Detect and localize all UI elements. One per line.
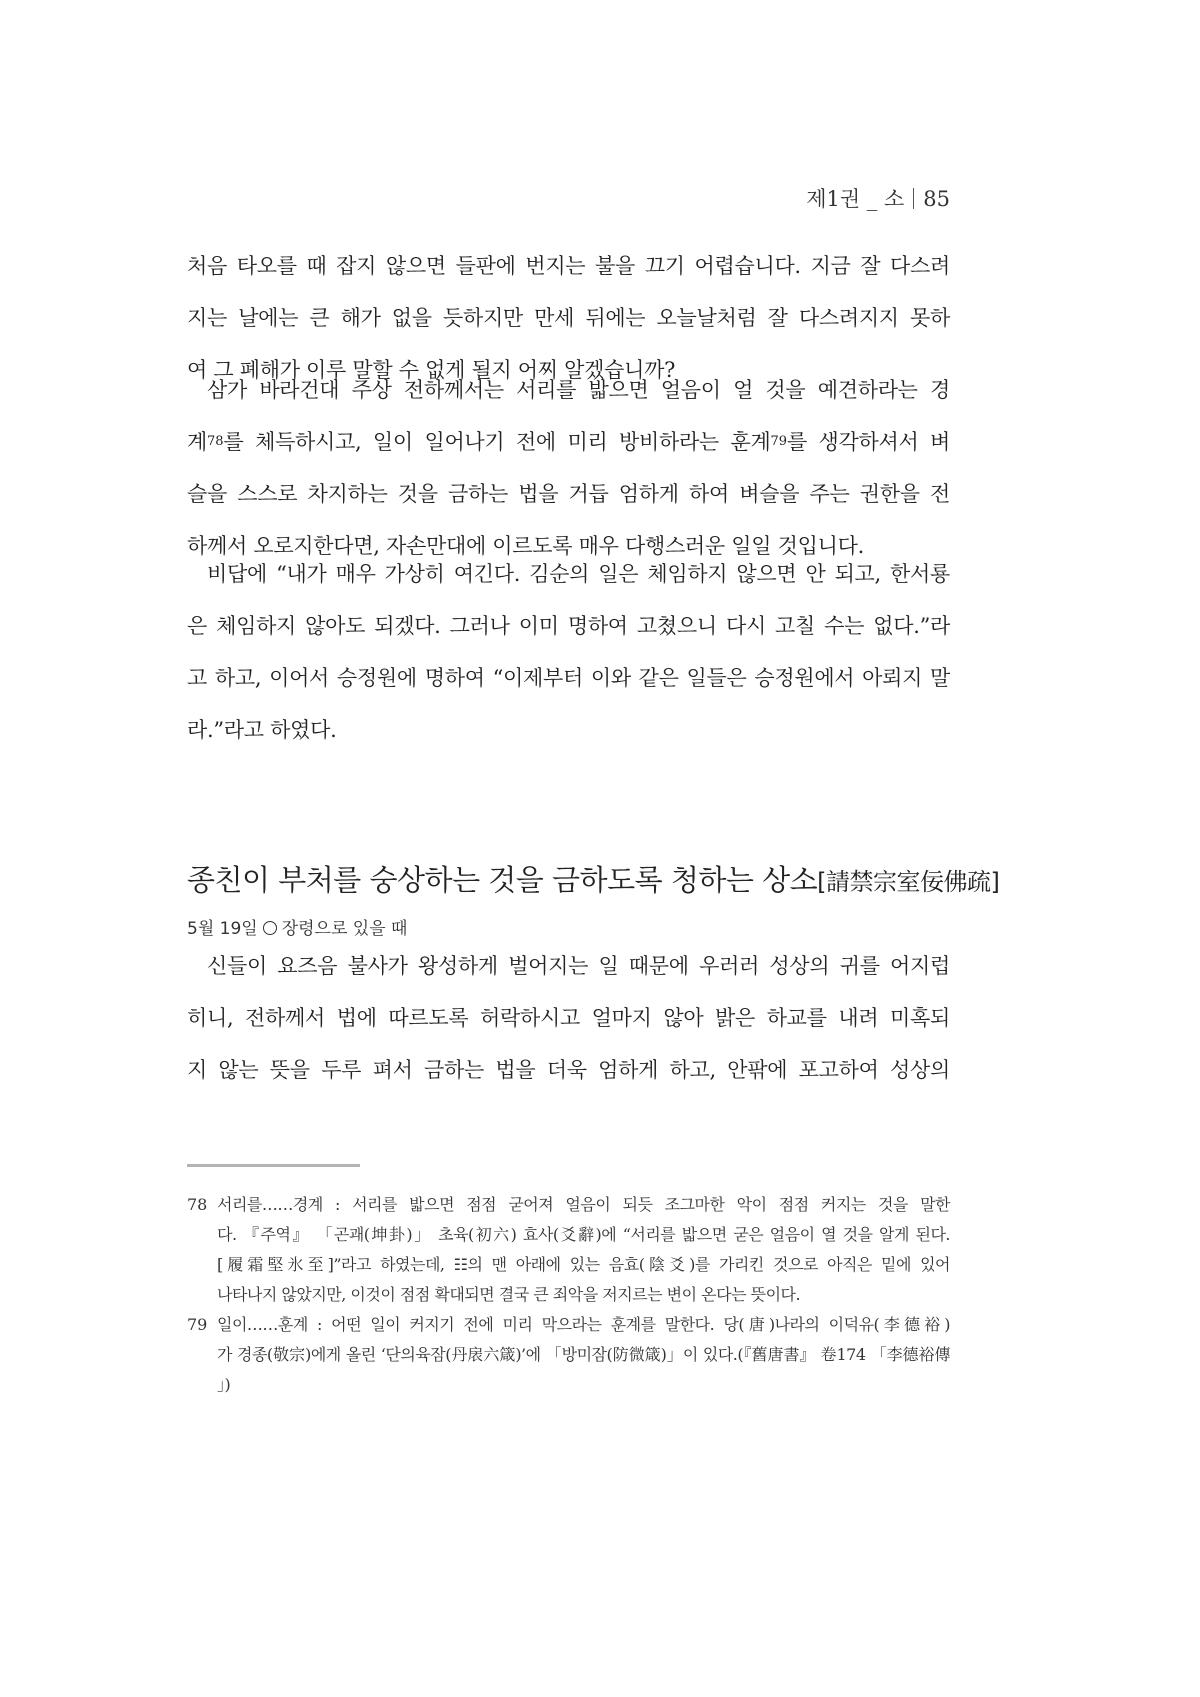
date-text: 5월 19일	[187, 919, 258, 939]
text-line: 신들이 요즈음 불사가 왕성하게 벌어지는 일 때문에 우러러 성상의 귀를 어지럽	[207, 954, 950, 978]
text-run: 계	[187, 430, 207, 454]
text-line: 슬을 스스로 차지하는 것을 금하는 법을 거듭 엄하게 하여 벼슬을 주는 권한을 전	[187, 482, 950, 506]
footnote-line: 다. 『주역』 「곤괘(坤卦)」 초육(初六) 효사(爻辭)에 “서리를 밟으면 굳은 얼음이 열 것을 알게 된다.	[217, 1225, 950, 1244]
section-title-hanja: [請禁宗室佞佛疏]	[817, 868, 1000, 896]
circle-icon	[263, 921, 277, 935]
text-line: 처음 타오를 때 잡지 않으면 들판에 번지는 불을 끄기 어렵습니다. 지금 잘 다스려	[187, 254, 950, 278]
section-title	[187, 858, 1000, 899]
text-line: 라.”라고 하였다.	[187, 718, 337, 742]
text-line: 히니, 전하께서 법에 따르도록 허락하시고 얼마지 않아 밝은 하교를 내려 미혹되	[187, 1006, 950, 1030]
paragraph-4	[187, 940, 950, 1096]
text-line: 삼가 바라건대 주상 전하께서는 서리를 밟으면 얼음이 얼 것을 예견하라는 경	[207, 378, 950, 402]
text-line: 지 않는 뜻을 두루 펴서 금하는 법을 더욱 엄하게 하고, 안팎에 포고하여 성상의	[187, 1058, 950, 1082]
text-line: 여 그 폐해가 이루 말할 수 없게 될지 어찌 알겠습니까?	[187, 358, 676, 382]
page-number: 85	[923, 187, 950, 211]
footnote-divider	[187, 1164, 360, 1167]
paragraph-3	[187, 548, 950, 756]
footnote-line: [履霜堅氷至]”라고 하였는데, ☷의 맨 아래에 있는 음효(陰爻)를 가리킨 것으로 아직은 밑에 있어	[217, 1255, 950, 1274]
text-line: 고 하고, 이어서 승정원에 명하여 “이제부터 이와 같은 일들은 승정원에서 아뢰지 말	[187, 666, 950, 690]
text-line-with-footnote-refs	[187, 416, 950, 468]
text-line: 지는 날에는 큰 해가 없을 듯하지만 만세 뒤에는 오늘날처럼 잘 다스려지지 못하	[187, 306, 950, 330]
footnote-ref-79[interactable]: 79	[770, 434, 787, 449]
text-run: 를 생각하셔서 벼	[787, 430, 950, 454]
footnote-line: 서리를……경계 : 서리를 밟으면 점점 굳어져 얼음이 되듯 조그마한 악이 점점 커지는 것을 말한	[217, 1195, 950, 1214]
section-title-text: 종친이 부처를 숭상하는 것을 금하도록 청하는 상소	[187, 863, 818, 897]
footnote-79	[187, 1310, 950, 1400]
section-date	[187, 914, 407, 939]
running-header	[0, 183, 950, 213]
footnotes	[187, 1190, 950, 1400]
text-run: 를 체득하시고, 일이 일어나기 전에 미리 방비하라는 훈계	[223, 430, 771, 454]
footnote-ref-78[interactable]: 78	[207, 434, 224, 449]
header-title: 제1권 _ 소	[806, 187, 905, 211]
footnote-number: 79	[187, 1315, 208, 1334]
footnote-line: 일이……훈계 : 어떤 일이 커지기 전에 미리 막으라는 훈계를 말한다. 당(唐)나라의 이덕유(李德裕)	[217, 1315, 950, 1334]
footnote-number: 78	[187, 1195, 208, 1214]
paragraph-2	[187, 364, 950, 572]
text-line: 은 체임하지 않아도 되겠다. 그러나 이미 명하여 고쳤으니 다시 고칠 수는 없다.”라	[187, 614, 950, 638]
text-line: 비답에 “내가 매우 가상히 여긴다. 김순의 일은 체임하지 않으면 안 되고, 한서룡	[207, 562, 950, 586]
date-note: 장령으로 있을 때	[281, 919, 408, 939]
footnote-78	[187, 1190, 950, 1310]
footnote-line: 가 경종(敬宗)에게 올린 ‘단의육잠(丹扆六箴)’에 「방미잠(防微箴)」이 있다.(『舊唐書』 卷174 「李德裕傳	[217, 1345, 950, 1364]
header-divider	[913, 188, 914, 209]
footnote-line: 나타나지 않았지만, 이것이 점점 확대되면 결국 큰 죄악을 저지르는 변이 온다는 뜻이다.	[217, 1285, 801, 1304]
footnote-line: 」)	[217, 1375, 231, 1394]
text-line: 하께서 오로지한다면, 자손만대에 이르도록 매우 다행스러운 일일 것입니다.	[187, 534, 864, 558]
